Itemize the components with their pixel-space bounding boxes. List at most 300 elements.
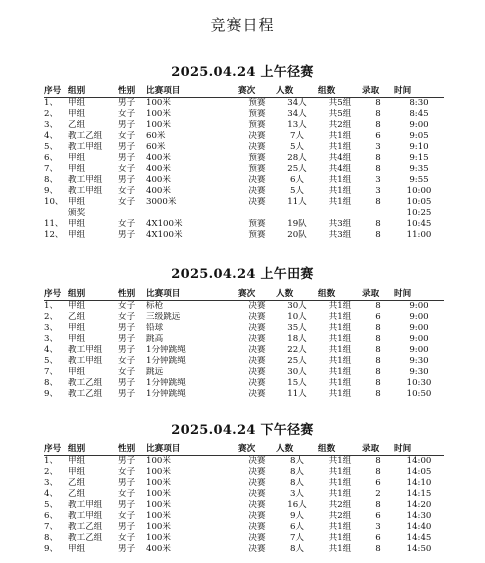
cell-advance: 8 bbox=[375, 544, 381, 554]
cell-sex: 男子 bbox=[118, 175, 136, 185]
column-header-event: 比赛项目 bbox=[146, 289, 238, 301]
cell-time: 10:25 bbox=[406, 208, 432, 218]
cell-count: 22人 bbox=[287, 345, 307, 355]
cell-no: 3、 bbox=[44, 323, 59, 333]
cell-groups: 共1组 bbox=[328, 533, 352, 543]
cell-sex: 女子 bbox=[118, 164, 136, 174]
cell-groups: 共4组 bbox=[328, 153, 352, 163]
cell-event: 1分钟跳绳 bbox=[146, 389, 186, 399]
cell-groups: 共1组 bbox=[328, 456, 352, 466]
cell-time: 9:30 bbox=[409, 356, 429, 366]
column-header-sex: 性别 bbox=[118, 289, 146, 301]
cell-count: 6人 bbox=[289, 175, 305, 185]
table-row bbox=[44, 356, 444, 367]
cell-time: 9:10 bbox=[409, 142, 429, 152]
table-row bbox=[44, 175, 444, 186]
cell-round: 决赛 bbox=[248, 367, 266, 377]
cell-event: 铅球 bbox=[146, 323, 164, 333]
cell-round: 预赛 bbox=[248, 120, 266, 130]
table-row bbox=[44, 312, 444, 323]
schedule-table-afternoon-track bbox=[44, 444, 444, 555]
cell-no: 2、 bbox=[44, 312, 59, 322]
cell-event: 标枪 bbox=[146, 301, 164, 311]
section-title-afternoon-track: 2025.04.24 下午径赛 bbox=[171, 423, 314, 438]
cell-count: 8人 bbox=[289, 544, 305, 554]
cell-no: 4、 bbox=[44, 489, 59, 499]
cell-count: 15人 bbox=[287, 378, 307, 388]
cell-event: 400米 bbox=[146, 544, 171, 554]
cell-time: 10:05 bbox=[406, 197, 432, 207]
cell-no: 7、 bbox=[44, 164, 59, 174]
cell-advance: 6 bbox=[375, 312, 381, 322]
cell-sex: 男子 bbox=[118, 142, 136, 152]
cell-round: 预赛 bbox=[248, 219, 266, 229]
cell-count: 28人 bbox=[287, 153, 307, 163]
cell-time: 9:00 bbox=[409, 334, 429, 344]
cell-advance: 6 bbox=[375, 533, 381, 543]
cell-round: 决赛 bbox=[248, 334, 266, 344]
cell-event: 400米 bbox=[146, 186, 171, 196]
cell-groups: 共1组 bbox=[328, 142, 352, 152]
cell-time: 11:00 bbox=[406, 230, 432, 240]
table-row bbox=[44, 345, 444, 356]
cell-count: 7人 bbox=[289, 533, 305, 543]
cell-group: 乙组 bbox=[68, 312, 86, 322]
column-header-groups: 组数 bbox=[318, 289, 362, 301]
cell-round: 决赛 bbox=[248, 131, 266, 141]
cell-group: 甲组 bbox=[68, 164, 86, 174]
cell-group: 甲组 bbox=[68, 219, 86, 229]
cell-event: 400米 bbox=[146, 175, 171, 185]
cell-sex: 男子 bbox=[118, 334, 136, 344]
column-header-groups: 组数 bbox=[318, 444, 362, 456]
cell-advance: 8 bbox=[375, 230, 381, 240]
table-row bbox=[44, 478, 444, 489]
cell-round: 决赛 bbox=[248, 378, 266, 388]
table-row bbox=[44, 164, 444, 175]
cell-sex: 男子 bbox=[118, 230, 136, 240]
cell-time: 9:55 bbox=[409, 175, 429, 185]
cell-time: 14:45 bbox=[406, 533, 432, 543]
cell-event: 4X100米 bbox=[146, 219, 183, 229]
column-header-group: 组别 bbox=[68, 86, 118, 98]
cell-event: 60米 bbox=[146, 131, 166, 141]
cell-round: 决赛 bbox=[248, 142, 266, 152]
table-row bbox=[44, 456, 444, 468]
cell-sex: 女子 bbox=[118, 186, 136, 196]
cell-sex: 男子 bbox=[118, 522, 136, 532]
table-row bbox=[44, 120, 444, 131]
cell-groups: 共1组 bbox=[328, 334, 352, 344]
column-header-sex: 性别 bbox=[118, 444, 146, 456]
cell-group: 教工甲组 bbox=[68, 142, 103, 152]
cell-event: 100米 bbox=[146, 511, 171, 521]
cell-groups: 共1组 bbox=[328, 323, 352, 333]
cell-groups: 共1组 bbox=[328, 175, 352, 185]
cell-groups: 共3组 bbox=[328, 219, 352, 229]
cell-time: 10:30 bbox=[406, 378, 432, 388]
schedule-table-morning-track bbox=[44, 86, 444, 241]
cell-time: 9:30 bbox=[409, 367, 429, 377]
column-header-groups: 组数 bbox=[318, 86, 362, 98]
cell-round: 决赛 bbox=[248, 489, 266, 499]
cell-sex: 女子 bbox=[118, 197, 136, 207]
cell-round: 决赛 bbox=[248, 301, 266, 311]
cell-sex: 男子 bbox=[118, 378, 136, 388]
cell-advance: 8 bbox=[375, 500, 381, 510]
cell-round: 决赛 bbox=[248, 511, 266, 521]
cell-no: 3、 bbox=[44, 334, 59, 344]
column-header-time: 时间 bbox=[394, 289, 444, 301]
cell-groups: 共4组 bbox=[328, 164, 352, 174]
cell-event bbox=[146, 208, 238, 219]
cell-round: 预赛 bbox=[248, 98, 266, 108]
table-row bbox=[44, 334, 444, 345]
cell-round: 决赛 bbox=[248, 323, 266, 333]
cell-count: 8人 bbox=[289, 467, 305, 477]
cell-group: 甲组 bbox=[68, 467, 86, 477]
cell-group: 甲组 bbox=[68, 98, 86, 108]
cell-round: 决赛 bbox=[248, 175, 266, 185]
cell-time: 10:00 bbox=[406, 186, 432, 196]
cell-group: 甲组 bbox=[68, 544, 86, 554]
cell-no: 5、 bbox=[44, 142, 59, 152]
column-header-time: 时间 bbox=[394, 86, 444, 98]
column-header-count: 人数 bbox=[276, 86, 318, 98]
cell-event: 100米 bbox=[146, 109, 171, 119]
table-row bbox=[44, 533, 444, 544]
cell-advance: 8 bbox=[375, 164, 381, 174]
cell-group: 教工甲组 bbox=[68, 345, 103, 355]
cell-event: 跳远 bbox=[146, 367, 164, 377]
cell-count: 9人 bbox=[289, 511, 305, 521]
cell-groups: 共1组 bbox=[328, 522, 352, 532]
cell-group: 甲组 bbox=[68, 323, 86, 333]
cell-group: 甲组 bbox=[68, 197, 86, 207]
cell-advance: 6 bbox=[375, 511, 381, 521]
column-header-group: 组别 bbox=[68, 289, 118, 301]
cell-count: 7人 bbox=[289, 131, 305, 141]
page-title: 竞赛日程 bbox=[210, 16, 275, 34]
cell-groups: 共1组 bbox=[328, 389, 352, 399]
cell-groups: 共1组 bbox=[328, 356, 352, 366]
cell-group: 教工乙组 bbox=[68, 378, 103, 388]
cell-group: 乙组 bbox=[68, 120, 86, 130]
table-row bbox=[44, 153, 444, 164]
cell-group: 甲组 bbox=[68, 109, 86, 119]
cell-no: 3、 bbox=[44, 120, 59, 130]
table-row bbox=[44, 197, 444, 208]
cell-count: 34人 bbox=[287, 98, 307, 108]
cell-group: 教工甲组 bbox=[68, 500, 103, 510]
cell-no: 9、 bbox=[44, 544, 59, 554]
table-row bbox=[44, 186, 444, 197]
table-row bbox=[44, 367, 444, 378]
cell-count: 6人 bbox=[289, 522, 305, 532]
table-row bbox=[44, 301, 444, 313]
cell-round: 决赛 bbox=[248, 312, 266, 322]
cell-count: 5人 bbox=[289, 142, 305, 152]
cell-sex: 男子 bbox=[118, 345, 136, 355]
cell-sex: 女子 bbox=[118, 301, 136, 311]
cell-no: 5、 bbox=[44, 500, 59, 510]
cell-no: 2、 bbox=[44, 109, 59, 119]
cell-groups: 共2组 bbox=[328, 500, 352, 510]
cell-event: 400米 bbox=[146, 164, 171, 174]
cell-time: 14:40 bbox=[406, 522, 432, 532]
cell-advance: 8 bbox=[375, 378, 381, 388]
cell-group: 甲组 bbox=[68, 367, 86, 377]
table-row bbox=[44, 131, 444, 142]
cell-sex: 女子 bbox=[118, 467, 136, 477]
cell-no: 6、 bbox=[44, 153, 59, 163]
cell-count: 18人 bbox=[287, 334, 307, 344]
column-header-no: 序号 bbox=[44, 444, 68, 456]
cell-groups: 共2组 bbox=[328, 511, 352, 521]
table-row bbox=[44, 522, 444, 533]
section-title-morning-field: 2025.04.24 上午田赛 bbox=[171, 267, 314, 282]
column-header-round: 赛次 bbox=[238, 289, 276, 301]
table-row bbox=[44, 142, 444, 153]
cell-no bbox=[44, 208, 68, 219]
cell-advance: 3 bbox=[375, 142, 381, 152]
cell-group: 教工乙组 bbox=[68, 533, 103, 543]
table-row bbox=[44, 323, 444, 334]
cell-advance: 8 bbox=[375, 323, 381, 333]
cell-round: 决赛 bbox=[248, 522, 266, 532]
cell-event: 3000米 bbox=[146, 197, 177, 207]
cell-group: 乙组 bbox=[68, 478, 86, 488]
table-header-row bbox=[44, 444, 444, 456]
cell-group: 教工甲组 bbox=[68, 356, 103, 366]
cell-event: 1分钟跳绳 bbox=[146, 345, 186, 355]
cell-round: 预赛 bbox=[248, 230, 266, 240]
cell-sex: 男子 bbox=[118, 120, 136, 130]
cell-no: 4、 bbox=[44, 131, 59, 141]
cell-sex: 女子 bbox=[118, 489, 136, 499]
cell-count bbox=[276, 208, 318, 219]
column-header-group: 组别 bbox=[68, 444, 118, 456]
table-row bbox=[44, 389, 444, 400]
cell-advance: 8 bbox=[375, 389, 381, 399]
cell-event: 100米 bbox=[146, 500, 171, 510]
cell-group: 乙组 bbox=[68, 489, 86, 499]
cell-groups: 共5组 bbox=[328, 98, 352, 108]
cell-group: 教工甲组 bbox=[68, 511, 103, 521]
cell-advance: 3 bbox=[375, 522, 381, 532]
cell-advance: 8 bbox=[375, 153, 381, 163]
cell-time: 9:00 bbox=[409, 345, 429, 355]
cell-count: 19队 bbox=[287, 219, 307, 229]
cell-sex: 女子 bbox=[118, 312, 136, 322]
cell-advance: 8 bbox=[375, 98, 381, 108]
cell-advance bbox=[362, 208, 394, 219]
cell-group: 教工乙组 bbox=[68, 522, 103, 532]
cell-sex: 男子 bbox=[118, 389, 136, 399]
cell-sex: 女子 bbox=[118, 109, 136, 119]
cell-event: 100米 bbox=[146, 522, 171, 532]
column-header-event: 比赛项目 bbox=[146, 86, 238, 98]
table-row bbox=[44, 544, 444, 555]
cell-no: 1、 bbox=[44, 301, 59, 311]
cell-round: 决赛 bbox=[248, 345, 266, 355]
cell-groups: 共1组 bbox=[328, 367, 352, 377]
cell-round: 决赛 bbox=[248, 186, 266, 196]
cell-groups: 共1组 bbox=[328, 478, 352, 488]
cell-time: 14:05 bbox=[406, 467, 432, 477]
cell-advance: 6 bbox=[375, 131, 381, 141]
cell-round bbox=[238, 208, 276, 219]
cell-round: 预赛 bbox=[248, 164, 266, 174]
cell-groups: 共1组 bbox=[328, 467, 352, 477]
cell-group: 甲组 bbox=[68, 456, 86, 466]
table-row bbox=[44, 208, 444, 219]
cell-group: 教工甲组 bbox=[68, 175, 103, 185]
column-header-advance: 录取 bbox=[362, 289, 394, 301]
cell-event: 100米 bbox=[146, 489, 171, 499]
cell-time: 14:50 bbox=[406, 544, 432, 554]
cell-time: 9:35 bbox=[409, 164, 429, 174]
cell-event: 100米 bbox=[146, 98, 171, 108]
cell-advance: 8 bbox=[375, 356, 381, 366]
cell-groups: 共3组 bbox=[328, 230, 352, 240]
cell-sex: 女子 bbox=[118, 356, 136, 366]
cell-time: 14:20 bbox=[406, 500, 432, 510]
cell-sex: 男子 bbox=[118, 456, 136, 466]
cell-count: 25人 bbox=[287, 164, 307, 174]
cell-time: 9:15 bbox=[409, 153, 429, 163]
column-header-event: 比赛项目 bbox=[146, 444, 238, 456]
cell-count: 35人 bbox=[287, 323, 307, 333]
cell-advance: 6 bbox=[375, 478, 381, 488]
column-header-no: 序号 bbox=[44, 86, 68, 98]
table-row bbox=[44, 378, 444, 389]
cell-no: 6、 bbox=[44, 511, 59, 521]
cell-count: 20队 bbox=[287, 230, 307, 240]
cell-round: 决赛 bbox=[248, 356, 266, 366]
cell-group: 甲组 bbox=[68, 334, 86, 344]
cell-count: 25人 bbox=[287, 356, 307, 366]
cell-group: 甲组 bbox=[68, 153, 86, 163]
cell-count: 3人 bbox=[289, 489, 305, 499]
table-header-row bbox=[44, 86, 444, 98]
cell-count: 11人 bbox=[287, 389, 307, 399]
cell-advance: 8 bbox=[375, 367, 381, 377]
cell-count: 16人 bbox=[287, 500, 307, 510]
cell-sex: 男子 bbox=[118, 153, 136, 163]
cell-time: 14:10 bbox=[406, 478, 432, 488]
cell-round: 预赛 bbox=[248, 109, 266, 119]
cell-round: 预赛 bbox=[248, 153, 266, 163]
cell-advance: 8 bbox=[375, 109, 381, 119]
cell-group: 教工乙组 bbox=[68, 389, 103, 399]
cell-no: 12、 bbox=[44, 230, 64, 240]
cell-count: 30人 bbox=[287, 301, 307, 311]
column-header-advance: 录取 bbox=[362, 444, 394, 456]
cell-sex: 男子 bbox=[118, 544, 136, 554]
cell-groups: 共5组 bbox=[328, 109, 352, 119]
cell-no: 2、 bbox=[44, 467, 59, 477]
cell-sex: 女子 bbox=[118, 131, 136, 141]
cell-advance: 8 bbox=[375, 456, 381, 466]
cell-time: 14:00 bbox=[406, 456, 432, 466]
cell-sex: 男子 bbox=[118, 323, 136, 333]
section-title-morning-track: 2025.04.24 上午径赛 bbox=[171, 65, 314, 80]
cell-count: 30人 bbox=[287, 367, 307, 377]
cell-count: 10人 bbox=[287, 312, 307, 322]
cell-count: 8人 bbox=[289, 456, 305, 466]
cell-sex bbox=[118, 208, 146, 219]
cell-group: 教工甲组 bbox=[68, 186, 103, 196]
schedule-table-morning-field bbox=[44, 289, 444, 400]
cell-no: 10、 bbox=[44, 197, 64, 207]
cell-group: 颁奖 bbox=[68, 208, 86, 218]
cell-groups: 共1组 bbox=[328, 312, 352, 322]
column-header-advance: 录取 bbox=[362, 86, 394, 98]
cell-group: 甲组 bbox=[68, 301, 86, 311]
cell-group: 教工乙组 bbox=[68, 131, 103, 141]
cell-round: 决赛 bbox=[248, 500, 266, 510]
cell-sex: 女子 bbox=[118, 533, 136, 543]
cell-round: 决赛 bbox=[248, 389, 266, 399]
cell-sex: 男子 bbox=[118, 500, 136, 510]
cell-event: 100米 bbox=[146, 533, 171, 543]
cell-sex: 女子 bbox=[118, 511, 136, 521]
cell-event: 4X100米 bbox=[146, 230, 183, 240]
cell-time: 10:45 bbox=[406, 219, 432, 229]
table-header-row bbox=[44, 289, 444, 301]
cell-event: 100米 bbox=[146, 456, 171, 466]
cell-groups: 共1组 bbox=[328, 131, 352, 141]
cell-event: 跳高 bbox=[146, 334, 164, 344]
column-header-no: 序号 bbox=[44, 289, 68, 301]
cell-event: 1分钟跳绳 bbox=[146, 378, 186, 388]
cell-groups: 共1组 bbox=[328, 378, 352, 388]
cell-time: 9:00 bbox=[409, 323, 429, 333]
cell-time: 10:50 bbox=[406, 389, 432, 399]
cell-no: 11、 bbox=[44, 219, 64, 229]
cell-groups: 共1组 bbox=[328, 489, 352, 499]
cell-round: 决赛 bbox=[248, 533, 266, 543]
cell-advance: 8 bbox=[375, 120, 381, 130]
cell-round: 决赛 bbox=[248, 478, 266, 488]
cell-no: 8、 bbox=[44, 175, 59, 185]
cell-group: 甲组 bbox=[68, 230, 86, 240]
cell-advance: 8 bbox=[375, 197, 381, 207]
cell-time: 8:30 bbox=[409, 98, 429, 108]
cell-count: 34人 bbox=[287, 109, 307, 119]
cell-round: 决赛 bbox=[248, 456, 266, 466]
cell-no: 8、 bbox=[44, 533, 59, 543]
cell-no: 1、 bbox=[44, 98, 59, 108]
cell-no: 3、 bbox=[44, 478, 59, 488]
cell-time: 9:05 bbox=[409, 131, 429, 141]
table-row bbox=[44, 109, 444, 120]
cell-round: 决赛 bbox=[248, 197, 266, 207]
column-header-round: 赛次 bbox=[238, 444, 276, 456]
table-row bbox=[44, 467, 444, 478]
cell-event: 100米 bbox=[146, 467, 171, 477]
cell-time: 8:45 bbox=[409, 109, 429, 119]
cell-count: 5人 bbox=[289, 186, 305, 196]
cell-groups: 共1组 bbox=[328, 186, 352, 196]
table-row bbox=[44, 500, 444, 511]
cell-time: 9:00 bbox=[409, 312, 429, 322]
cell-time: 9:00 bbox=[409, 120, 429, 130]
cell-groups: 共1组 bbox=[328, 345, 352, 355]
cell-sex: 女子 bbox=[118, 367, 136, 377]
cell-no: 5、 bbox=[44, 356, 59, 366]
